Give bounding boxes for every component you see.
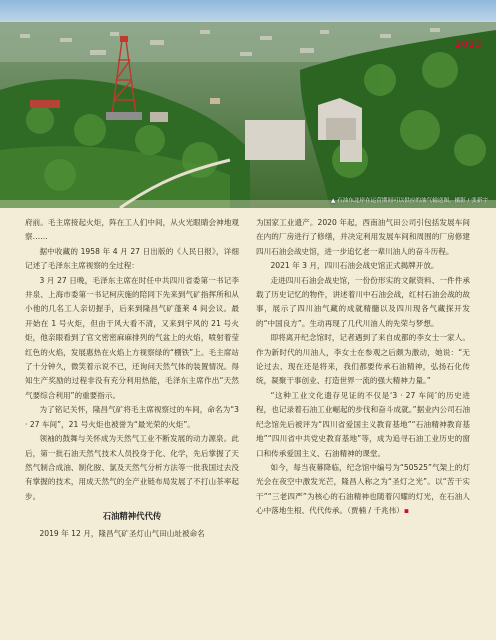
paragraph: 即将离开纪念馆时，记者遇到了来自成都的李女士一家人。作为新时代的川油人，李女士在参观之后颇为激动，她说：“无论过去、现在还是将来，我们都要传承石油精神，弘扬石化传统，凝聚干事创业、打造世界一流的强大精神力量。” <box>256 333 470 386</box>
paragraph: 2021 年 3 月，四川石油会战史馆正式揭牌开放。 <box>270 261 439 271</box>
aerial-photo <box>0 0 496 208</box>
end-mark-icon: ▪ <box>403 506 410 516</box>
paragraph: 府前。毛主席接起火炬，阵在工人们中间，从火光眼睛会神地观察…… <box>25 218 239 242</box>
section-heading: 石油精神代代传 <box>102 511 162 522</box>
paragraph: 领袖的鼓舞与关怀成为天然气工业不断发展的动力源泉。此后，第一批石油天然气技术人员投身于化、化学，先后掌握了天然气制合成油、制化胺、氯及天然气分析方法等一批我国过去没有掌握的技术，用成天然气的全产业链布局发展了不打山茶率起步。 <box>25 434 239 501</box>
paragraph: “这种工业文化遗存见证的不仅是‘3 · 27 车间’的历史进程，也记录着石油工业崛起的步伐和奋斗成就。”据业内公司石油纪念馆先后被评为“四川省爱国主义教育基地”“石油精神教育基地”“四川省中共党史教育基地”等，成为追寻石油工业历史的窗口和传承爱国主义、石油精神的课堂。 <box>256 390 470 458</box>
paragraph: 为国家工业遗产。2020 年起，西南油气田公司引包括发展车间在内的厂房进行了修缮，并决定利用发展车间和周围的厂房修建四川石油会战史馆，进一步追忆老一辈川油人的奋斗历程。 <box>256 218 470 256</box>
paragraph: 为了铭记关怀，隆昌气矿将毛主席视察过的车间，命名为“3 · 27 车间”，21 号火炬也被誉为“最光荣的火炬”。 <box>25 405 239 429</box>
paragraph: 走进四川石油会战史馆，一份份形实的文献资料、一件件承载了历史记忆的物件，讲述着川中石油会战，红村石油会战的故事，展示了四川油气藏的成就精髓以及四川现各气藏探开发的“中国良方”。生动再现了几代川油人的先荣与梦想。 <box>256 275 470 328</box>
article-right-column <box>256 216 470 519</box>
paragraph <box>256 461 470 519</box>
paragraph-text: 如今，每当夜幕降临，纪念馆中编号为“50525”气架上的灯光会在夜空中激发光芒，隆昌人称之为“圣灯之光”。以“苦干实干”“三老四严”为核心的石油精神也随着闪耀的灯光，在石油人心中落地生根、代代传承。（贾楠 / 千兆伟） <box>256 462 470 516</box>
photo-caption: ▲ 石油东北岸在运营期间可以供应的油气输送图，摄影 / 张新宇 <box>331 198 488 204</box>
paragraph: 2019 年 12 月，隆昌气矿圣灯山气田山址被命名 <box>39 528 205 538</box>
year-badge: 2023 <box>454 40 482 50</box>
paragraph: 据中收藏的 1958 年 4 月 27 日出版的《人民日报》，详细记述了毛泽东主席视察的全过程： <box>25 246 239 271</box>
paragraph: 3 月 27 日晚，毛泽东主席在时任中共四川省委第一书记李井泉、上海市委第一书记柯庆施的陪同下先来到气矿指挥所和从小他的几名工人亲切握手，后来到隆昌气矿蓬莱 4 间会议。最开始在 1 号火炬，但由于风大看不清，又来到宇风的 21 号火炬，他亲眼看到了官文密密麻麻排列的气盆上的火焰，喷射着莹红色的火焰，发展惠热在火焰上方视察绿的“棚铁”上。毛主席站了十分钟久，微笑着示说不已，还询问天然气体的装置情况。得知生产奖励的过程非没有充分利用热能，毛泽东主席作出“天然气要综合利用”的重要指示。 <box>25 275 239 400</box>
article-left-column <box>25 216 239 541</box>
